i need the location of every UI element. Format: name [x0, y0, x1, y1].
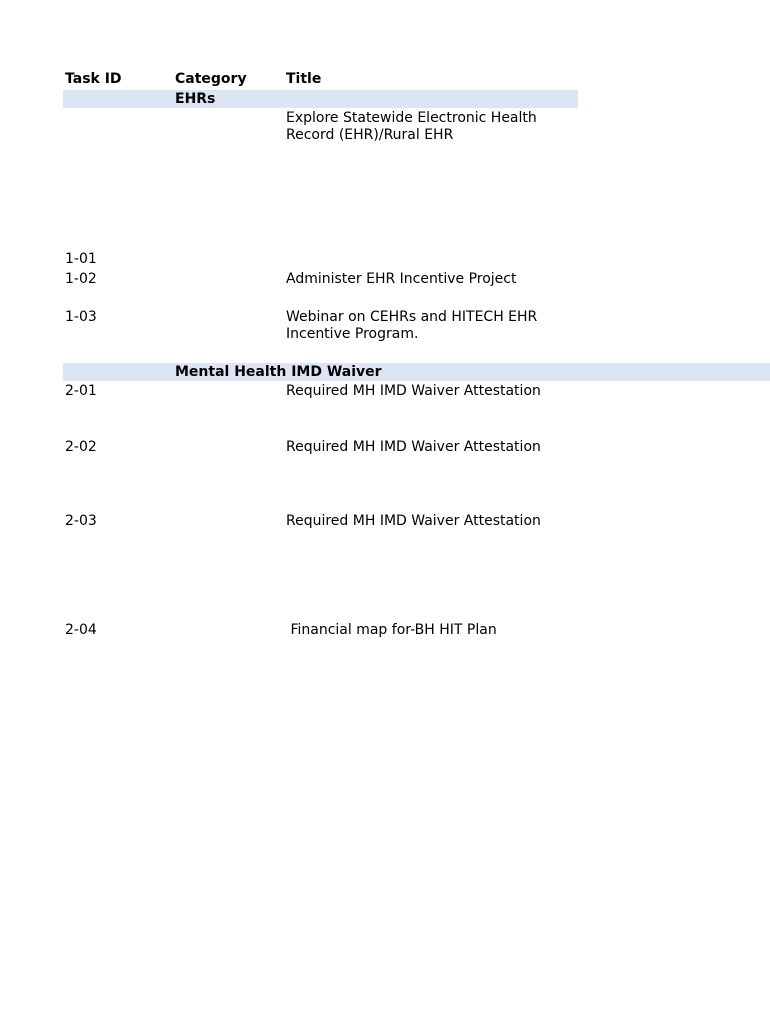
- task-title: Required MH IMD Waiver Attestation: [286, 383, 541, 399]
- task-title: Explore Statewide Electronic Health Record (EHR)/Rural EHR: [286, 110, 537, 143]
- section-band-mh-imd-waiver: [63, 363, 770, 381]
- task-title: Webinar on CEHRs and HITECH EHR Incentive Program.: [286, 309, 538, 342]
- section-band-ehrs: [63, 90, 578, 108]
- task-title: Financial map for-BH HIT Plan: [286, 622, 497, 638]
- task-id: 2-04: [65, 622, 97, 638]
- header-task-id: Task ID: [65, 71, 122, 87]
- header-title: Title: [286, 71, 322, 87]
- task-id: 1-03: [65, 309, 97, 325]
- task-title: Required MH IMD Waiver Attestation: [286, 513, 541, 529]
- section-category-mh-imd-waiver: Mental Health IMD Waiver: [175, 364, 382, 380]
- task-id: 2-02: [65, 439, 97, 455]
- header-category: Category: [175, 71, 247, 87]
- task-id: 1-02: [65, 271, 97, 287]
- task-title: Administer EHR Incentive Project: [286, 271, 517, 287]
- task-id: 2-03: [65, 513, 97, 529]
- task-id: 1-01: [65, 251, 97, 267]
- section-category-ehrs: EHRs: [175, 91, 216, 107]
- task-id: 2-01: [65, 383, 97, 399]
- task-title: Required MH IMD Waiver Attestation: [286, 439, 541, 455]
